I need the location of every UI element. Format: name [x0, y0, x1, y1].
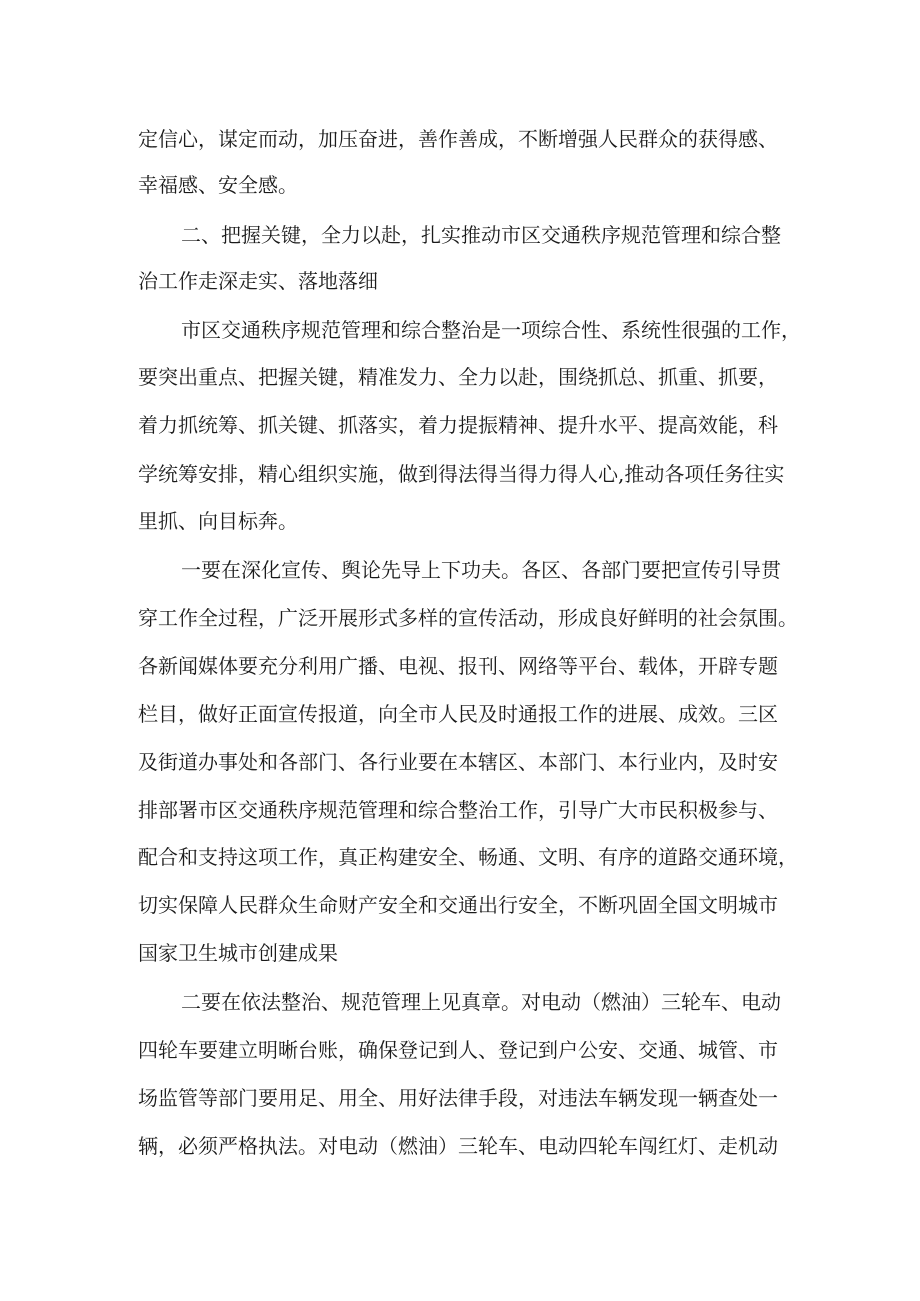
body-text-line: 里抓、向目标奔。: [138, 509, 298, 533]
body-text-line: 配合和支持这项工作，真正构建安全、畅通、文明、有序的道路交通环境，: [138, 845, 798, 869]
body-text-line: 学统筹安排，精心组织实施，做到得法得当得力得人心,推动各项任务往实: [138, 462, 785, 486]
body-text-line: 场监管等部门要用足、用全、用好法律手段，对违法车辆发现一辆查处一: [138, 1086, 778, 1110]
paragraph-first-line: 一要在深化宣传、舆论先导上下功夫。各区、各部门要把宣传引导贯: [181, 558, 781, 582]
body-text-line: 辆，必须严格执法。对电动（燃油）三轮车、电动四轮车闯红灯、走机动: [138, 1134, 778, 1158]
body-text-line: 切实保障人民群众生命财产安全和交通出行安全，不断巩固全国文明城市: [138, 893, 778, 917]
section-heading-line: 二、把握关键，全力以赴，扎实推动市区交通秩序规范管理和综合整: [181, 223, 781, 247]
body-text-line: 幸福感、安全感。: [138, 173, 298, 197]
body-text-line: 穿工作全过程，广泛开展形式多样的宣传活动，形成良好鲜明的社会氛围。: [138, 606, 798, 630]
body-text-line: 四轮车要建立明晰台账，确保登记到人、登记到户公安、交通、城管、市: [138, 1038, 778, 1062]
body-text-line: 栏目，做好正面宣传报道，向全市人民及时通报工作的进展、成效。三区: [138, 702, 778, 726]
body-text-line: 国家卫生城市创建成果: [138, 941, 338, 965]
body-text-line: 要突出重点、把握关键，精准发力、全力以赴，围绕抓总、抓重、抓要，: [138, 365, 778, 389]
paragraph-first-line: 市区交通秩序规范管理和综合整治是一项综合性、系统性很强的工作，: [181, 318, 801, 342]
body-text-line: 定信心，谋定而动，加压奋进，善作善成，不断增强人民群众的获得感、: [138, 127, 778, 151]
body-text-line: 排部署市区交通秩序规范管理和综合整治工作，引导广大市民积极参与、: [138, 798, 778, 822]
body-text-line: 着力抓统筹、抓关键、抓落实，着力提振精神、提升水平、提高效能，科: [138, 413, 778, 437]
section-heading-line: 治工作走深走实、落地落细: [138, 269, 378, 293]
body-text-line: 及街道办事处和各部门、各行业要在本辖区、本部门、本行业内，及时安: [138, 750, 778, 774]
body-text-line: 各新闻媒体要充分利用广播、电视、报刊、网络等平台、载体，开辟专题: [138, 654, 778, 678]
paragraph-first-line: 二要在依法整治、规范管理上见真章。对电动（燃油）三轮车、电动: [181, 990, 781, 1014]
